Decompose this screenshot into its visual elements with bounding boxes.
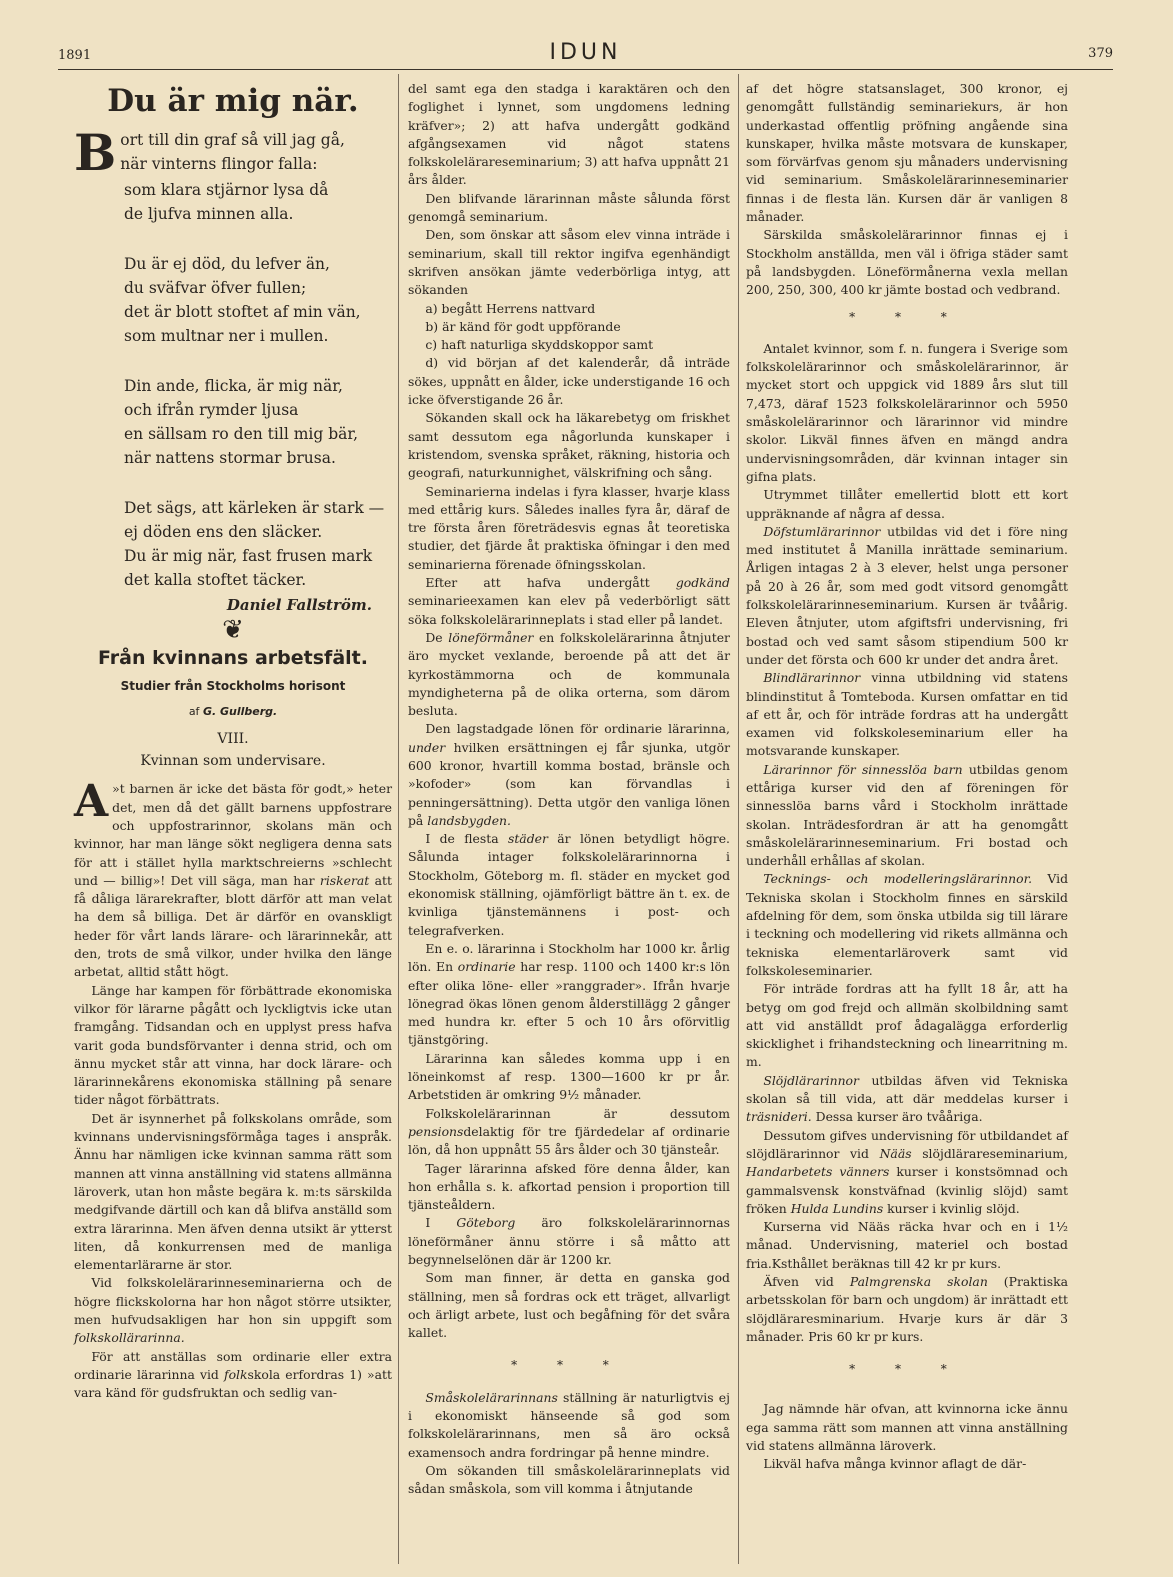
paragraph: A »t barnen är icke det bästa för godt,» heter det, men då det gällt barnens uppfostrare och uppfostrarinnor, skolans män och kvinnor, har man länge sökt negligera denna sats för att i stället hylla marktschreierns »schlecht und — billig»! Det vill säga, man har riskerat att få dåliga lärarekrafter, blott därför att man velat ha dem så billiga. Det är därför en ovanskligt heder för vårt lands lärare- och lärarinnekår, att den, trots de små vilkor, under hvilka den länge arbetat, alltid stått högt. bbox=[74, 776, 392, 980]
paragraph: Som man finner, är detta en ganska god ställning, men så fordras ock ett träget, allvarligt och ärligt arbete, lust och begåfning för det svåra kallet. bbox=[408, 1270, 730, 1341]
paragraph: I Göteborg äro folkskolelärarinnornas löneförmåner ännu större i så måtto att begynnelselönen där är 1200 kr. bbox=[408, 1215, 730, 1267]
article-subtitle: Studier från Stockholms horisont bbox=[120, 679, 346, 694]
poem-signature: Daniel Fallström. bbox=[226, 596, 372, 615]
page-number-left: 1891 bbox=[58, 48, 92, 63]
poem-stanza-1 bbox=[74, 123, 392, 226]
poem-line: när vinterns flingor falla: bbox=[120, 155, 318, 174]
paragraph: Kurserna vid Nääs räcka hvar och en i 1½ månad. Undervisning, materiel och bostad fria.Ksthållet beräknas till 42 kr pr kurs. bbox=[746, 1219, 1068, 1271]
column-divider-2 bbox=[738, 74, 739, 1564]
poem-line: det kalla stoftet täcker. bbox=[124, 571, 307, 590]
poem-line: du sväfvar öfver fullen; bbox=[124, 279, 307, 298]
fleuron-ornament-icon: ❦ bbox=[222, 614, 244, 645]
paragraph: I de flesta städer är lönen betydligt högre. Sålunda intager folkskolelärarinnorna i Stockholm, Göteborg m. fl. städer en mycket god ekonomisk ställning, ojämförligt bättre än t. ex. de kvinliga tjänstemännens i post- och telegrafverken. bbox=[408, 831, 730, 938]
paragraph: Lärarinna kan således komma upp i en löneinkomst af resp. 1300—1600 kr pr år. Arbetstiden är omkring 9½ månader. bbox=[408, 1050, 730, 1103]
paragraph: Den lagstadgade lönen för ordinarie lärarinna, under hvilken ersättningen ej får sjunka, utgör 600 kronor, hvartill komma bostad, bränsle och »kofoder» (som kan förvandlas i penningersättning). Detta utgör den vanliga lönen på landsbygden. bbox=[408, 721, 730, 828]
column-divider-1 bbox=[398, 74, 399, 1564]
poem-line: Du är ej död, du lefver än, bbox=[124, 255, 330, 274]
poem-stanza-2 bbox=[74, 252, 392, 348]
paragraph: En e. o. lärarinna i Stockholm har 1000 kr. årlig lön. En ordinarie har resp. 1100 och 1400 kr:s lön efter olika löne- eller »ranggrader». Ifrån hvarje lönegrad ökas lönen genom ålderstillägg 2 gånger med hundra kr. efter 5 och 10 års oförvitlig tjänstgöring. bbox=[408, 940, 730, 1048]
article-dropcap: A bbox=[74, 776, 109, 828]
paragraph: Tecknings- och modelleringslärarinnor. Vid Tekniska skolan i Stockholm finnes en särskild afdelning för dem, som önska utbilda sig till lärare i teckning och modellering vid rikets allmänna och tekniska elementarläroverk samt vid folkskoleseminarier. bbox=[746, 871, 1068, 978]
paragraph: Den blifvande lärarinnan måste sålunda först genomgå seminarium. bbox=[408, 190, 730, 225]
header-rule bbox=[58, 69, 1113, 70]
masthead-title: IDUN bbox=[549, 40, 622, 65]
poem-line: som multnar ner i mullen. bbox=[124, 327, 329, 346]
paragraph: Dessutom gifves undervisning för utbildandet af slöjdlärarinnor vid Nääs slöjdlärareseminarium, Handarbetets vänners kurser i konstsömnad och gammalsvensk konstväfnad (kvinlig slöjd) samt fröken Hulda Lundins kurser i kvinlig slöjd. bbox=[746, 1127, 1068, 1216]
column-3 bbox=[746, 80, 1068, 1474]
poem-line: det är blott stoftet af min vän, bbox=[124, 303, 361, 322]
paragraph: Jag nämnde här ofvan, att kvinnorna icke ännu ega samma rätt som mannen att vinna anställning vid statens allmänna läroverk. bbox=[746, 1401, 1068, 1454]
poem-stanza-4 bbox=[74, 496, 392, 592]
poem-line: Du är mig när, fast frusen mark bbox=[124, 547, 373, 566]
paragraph: De löneförmåner en folkskolelärarinna åtnjuter äro mycket vexlande, beroende på att det är kyrkostämmorna och de kommunala myndigheterna på de olika orterna, som därom besluta. bbox=[408, 629, 730, 719]
paragraph: Om sökanden till småskolelärarinneplats vid sådan småskola, som vill komma i åtnjutande bbox=[408, 1462, 730, 1497]
paragraph: Efter att hafva undergått godkänd seminarieexamen kan elev på vederbörligt sätt söka folkskolelärarinneplats i stad eller på landet. bbox=[408, 575, 730, 627]
paragraph: del samt ega den stadga i karaktären och den foglighet i lynnet, som ungdomens ledning kräfver»; 2) att hafva undergått godkänd afgångsexamen vid något statens folkskolelärareseminarium; 3) att hafva uppnått 21 års ålder. bbox=[408, 81, 730, 188]
paragraph: Tager lärarinna afsked före denna ålder, kan hon erhålla s. k. afkortad pension i proportion till tjänsteåldern. bbox=[408, 1160, 730, 1213]
paragraph: Antalet kvinnor, som f. n. fungera i Sverige som folkskolelärarinnor och småskolelärarinnor, är mycket stort och uppgick vid 1889 års slut till 7,473, däraf 1523 folkskolelärarinnor och 5950 småskolelärarinnor och lärarinnor vid mindre skolor. Likväl finnes äfven en mängd andra undervisningsområden, där kvinnan intager sin gifna plats. bbox=[746, 340, 1068, 484]
paragraph: Det är isynnerhet på folkskolans område, som kvinnans undervisningsförmåga tages i anspråk. Ännu har nämligen icke kvinnan samma rätt som mannen att vinna anställning vid statens allmänna läroverk, utan hon måste begära k. m:ts särskilda medgifvande därtill och kan då blifva anställd som extra lärarinna. Men äfven denna utsikt är ytterst liten, då konkurrensen med de manliga elementarlärarne är stor. bbox=[74, 1110, 392, 1273]
list-item: b) är känd för godt uppförande bbox=[425, 318, 621, 334]
poem-line: de ljufva minnen alla. bbox=[124, 205, 294, 224]
poem-line: som klara stjärnor lysa då bbox=[124, 181, 329, 200]
column-1 bbox=[74, 80, 392, 1402]
paragraph: Vid folkskolelärarinneseminarierna och de högre flickskolorna har hon något större utsikter, men hufvudsakligen har hon sin uppgift som folkskollärarinna. bbox=[74, 1275, 392, 1346]
article-part-number: VIII. bbox=[217, 730, 249, 747]
poem-line: Det sägs, att kärleken är stark — bbox=[124, 499, 385, 518]
article-byline bbox=[74, 703, 392, 721]
paragraph: För inträde fordras att ha fyllt 18 år, att ha betyg om god frejd och allmän skolbildning samt att vid anställdt prof ådagalägga erforderlig skicklighet i frihandsteckning och linearritning m. m. bbox=[746, 981, 1068, 1070]
paragraph: Blindlärarinnor vinna utbildning vid statens blindinstitut å Tomteboda. Kursen omfattar en tid af ett år, och för inträde fordras att ha undergått examen vid folkskoleseminarium eller ha motsvarande kunskaper. bbox=[746, 670, 1068, 759]
poem-line: en sällsam ro den till mig bär, bbox=[124, 425, 359, 444]
poem-line: ej döden ens den släcker. bbox=[124, 523, 323, 542]
byline-prefix: af bbox=[188, 705, 200, 719]
poem-dropcap: B bbox=[74, 123, 117, 183]
paragraph: Folkskolelärarinnan är dessutom pensionsdelaktig för tre fjärdedelar af ordinarie lön, då hon uppnått 55 års ålder och 30 tjänsteår. bbox=[408, 1105, 730, 1158]
paragraph: Äfven vid Palmgrenska skolan (Praktiska arbetsskolan för barn och ungdom) är inrättadt ett slöjdläraresminarium. Hvarje kurs är där 3 månader. Pris 60 kr pr kurs. bbox=[746, 1274, 1068, 1344]
article-heading: Kvinnan som undervisare. bbox=[140, 753, 326, 770]
paragraph: Lärarinnor för sinnesslöa barn utbildas genom ettåriga kurser vid den af föreningen för sinnesslöa barns vård i Stockholm inrättade skolan. Inträdesfordran är att ha genomgått småskolelärarinneseminarium. Fri bostad och underhåll erhållas af skolan. bbox=[746, 761, 1068, 869]
article-title: Från kvinnans arbetsfält. bbox=[98, 646, 368, 669]
list-item: a) begått Herrens nattvard bbox=[425, 300, 596, 316]
paragraph: af det högre statsanslaget, 300 kronor, ej genomgått fullständig seminariekurs, är hon underkastad offentlig pröfning angående sina kunskaper, hvilka måste motsvara de kunskaper, som förvärfvas genom sju månaders undervisning vid seminarium. Småskolelärarinneseminarier finnas i de flesta län. Kursen där är vanligen 8 månader. bbox=[746, 81, 1068, 225]
column-2 bbox=[408, 80, 730, 1499]
section-break-asterisks: * * * bbox=[849, 1362, 965, 1377]
poem-line: när nattens stormar brusa. bbox=[124, 449, 336, 468]
paragraph: Särskilda småskolelärarinnor finnas ej i Stockholm anställda, men väl i öfriga städer samt på landsbygden. Löneförmånerna vexla mellan 200, 250, 300, 400 kr jämte bostad och vedbrand. bbox=[746, 227, 1068, 298]
paragraph: Seminarierna indelas i fyra klasser, hvarje klass med ettårig kurs. Således inalles fyra år, däraf de tre första åren företrädesvis egnas åt teoretiska studier, det fjärde åt praktiska öfningar i den med seminarierna förenade öfningsskolan. bbox=[408, 483, 730, 572]
paragraph: För att anställas som ordinarie eller extra ordinarie lärarinna vid folkskola erfordras 1) »att vara känd för gudsfruktan och sedlig van- bbox=[74, 1348, 392, 1401]
paragraph: Småskolelärarinnans ställning är naturligtvis ej i ekonomiskt hänseende så god som folkskolelärarinnans, men så äro också examensoch andra fordringar på henne mindre. bbox=[408, 1389, 730, 1460]
section-break-asterisks: * * * bbox=[849, 309, 965, 324]
poem-line: Din ande, flicka, är mig när, bbox=[124, 377, 343, 396]
paragraph: Döfstumlärarinnor utbildas vid det i före ning med institutet å Manilla inrättade seminarium. Årligen intagas 2 à 3 elever, helst unga personer på 20 à 26 år, som med godt vitsord genomgått folkskolelärarinneseminarium. Kursen är tvåårig. Eleven åtnjuter, utom afgiftsfri undervisning, fri bostad och ved samt såsom stipendium 500 kr under det första och 600 kr under det andra året. bbox=[746, 523, 1068, 667]
poem-line: och ifrån rymder ljusa bbox=[124, 401, 299, 420]
paragraph: Utrymmet tillåter emellertid blott ett kort uppräknande af några af dessa. bbox=[746, 487, 1068, 521]
paragraph: Länge har kampen för förbättrade ekonomiska vilkor för lärarne pågått och lyckligtvis icke utan framgång. Tidsandan och en upplyst press hafva varit goda bundsförvanter i denna strid, och om ännu mycket står att vinna, har dock lärare- och lärarinnekårens ekonomiska ställning på senare tider något förbättrats. bbox=[74, 982, 392, 1108]
poem-title: Du är mig när. bbox=[107, 83, 359, 119]
paragraph: Slöjdlärarinnor utbildas äfven vid Tekniska skolan så till vida, att där meddelas kurser i träsnideri. Dessa kurser äro tvååriga. bbox=[746, 1072, 1068, 1125]
paragraph: Likväl hafva många kvinnor aflagt de där- bbox=[763, 1456, 1027, 1472]
byline-author: G. Gullberg. bbox=[202, 705, 278, 719]
list-item: d) vid början af det kalenderår, då inträde sökes, uppnått en ålder, icke understigande 16 och icke öfverstigande 26 år. bbox=[408, 355, 730, 408]
paragraph: Den, som önskar att såsom elev vinna inträde i seminarium, skall till rektor ingifva egenhändigt skrifven ansökan jämte vederbörliga intyg, att sökanden bbox=[408, 227, 730, 298]
paragraph: Sökanden skall ock ha läkarebetyg om friskhet samt dessutom ega någorlunda kunskaper i kristendom, svenska språket, räkning, historia och geografi, naturkunnighet, välskrifning och sång. bbox=[408, 410, 730, 481]
page-number-right: 379 bbox=[1088, 46, 1113, 61]
list-item: c) haft naturliga skyddskoppor samt bbox=[425, 337, 654, 353]
poem-stanza-3 bbox=[74, 374, 392, 470]
page-header bbox=[58, 40, 1113, 68]
section-break-asterisks: * * * bbox=[511, 1358, 627, 1373]
poem-line: ort till din graf så vill jag gå, bbox=[120, 131, 345, 150]
